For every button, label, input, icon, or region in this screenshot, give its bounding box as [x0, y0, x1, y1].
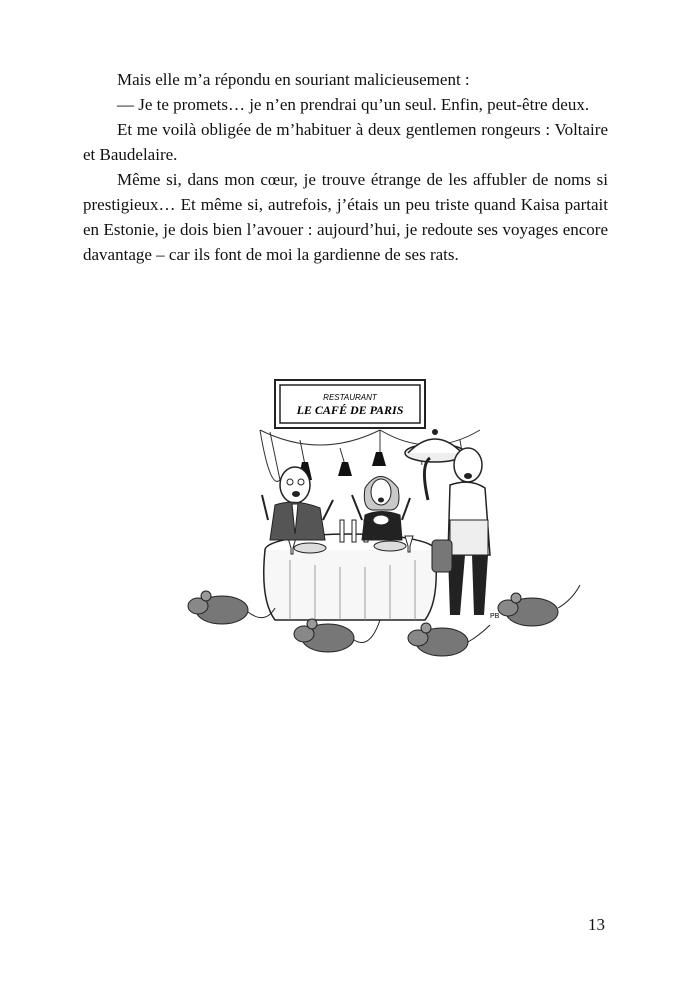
sign-name-text: LE CAFÉ DE PARIS [296, 403, 404, 417]
sign-restaurant-text: RESTAURANT [323, 393, 377, 402]
rat-4 [498, 585, 580, 626]
paragraph-3: Et me voilà obligée de m’habituer à deux gentlemen rongeurs : Voltaire et Baudelaire. [83, 120, 608, 164]
restaurant-rats-illustration [180, 370, 590, 670]
restaurant-sign [275, 380, 425, 428]
rat-2 [294, 619, 380, 652]
woman-diner [352, 477, 410, 541]
paragraph-2: — Je te promets… je n’en prendrai qu’un seul. Enfin, peut-être deux. [117, 95, 590, 114]
rat-3 [408, 623, 490, 656]
paragraph-1: Mais elle m’a répondu en souriant malicieusement : [117, 70, 470, 89]
page-number: 13 [588, 915, 605, 934]
body-text [83, 67, 608, 267]
artist-signature: PB [490, 613, 500, 620]
rat-1 [188, 591, 275, 624]
paragraph-4: Même si, dans mon cœur, je trouve étrange de les affubler de noms si prestigieux… Et même si, autrefois, j’étais un peu triste quand Kaisa partait en Estonie, je dois bien l’avouer : aujourd’hui, je redoute ses voyages encore davantage – car ils font de moi la gardienne de ses rats. [83, 170, 608, 264]
